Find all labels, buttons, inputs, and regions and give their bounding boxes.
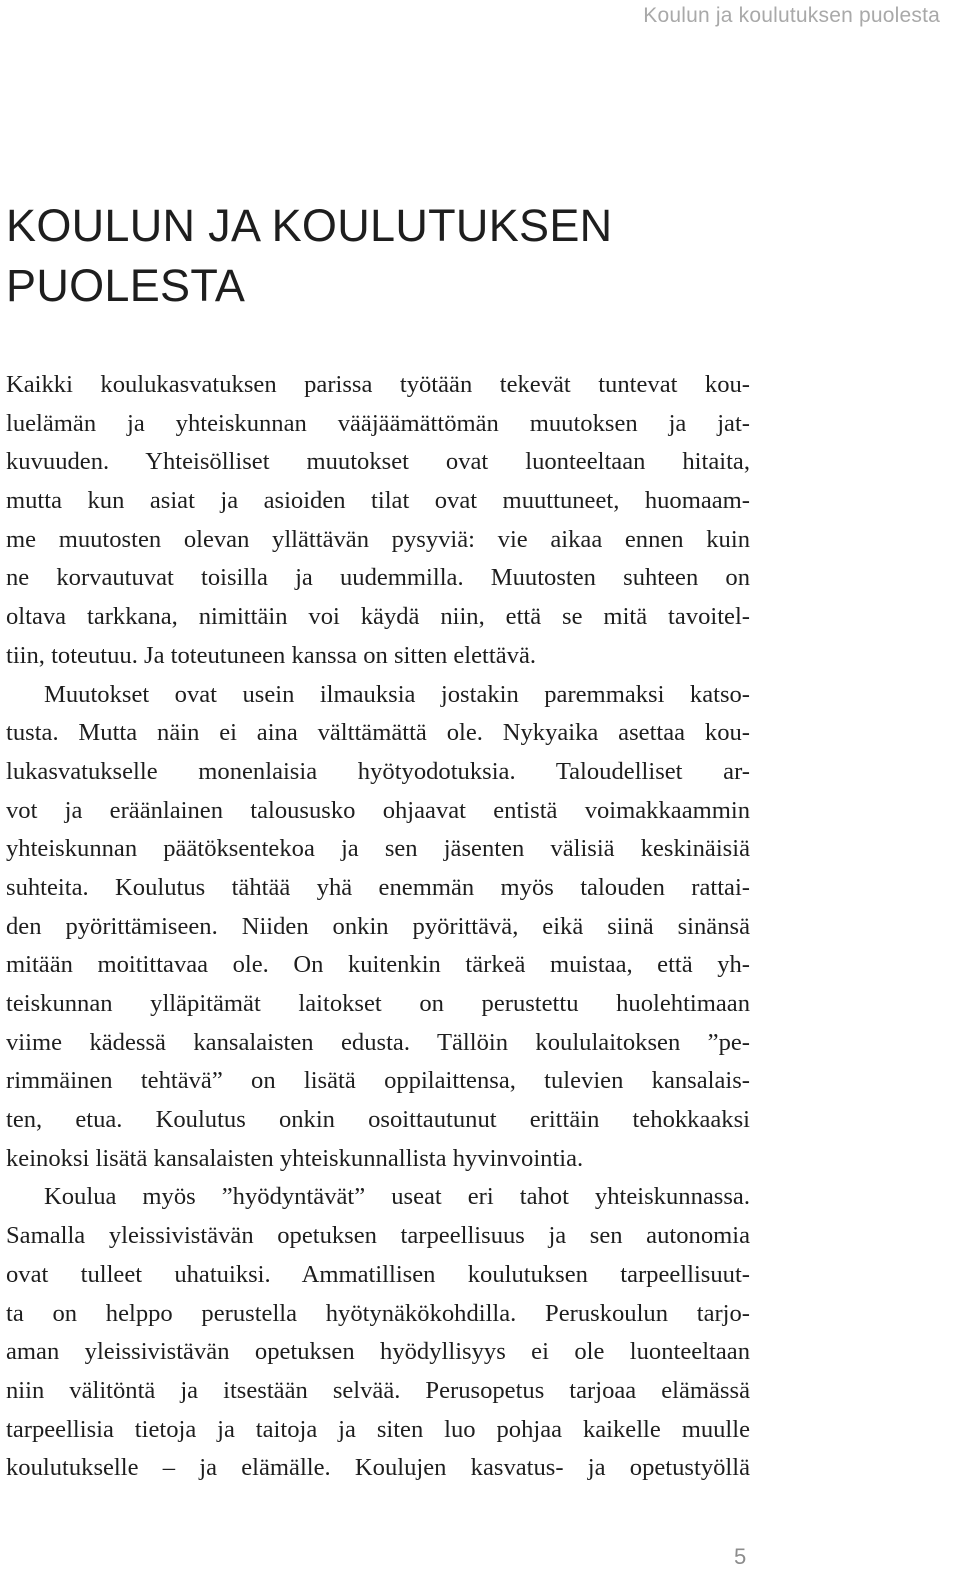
body-line: luelämän ja yhteiskunnan vääjäämättömän muutoksen ja jat- xyxy=(6,409,750,437)
body-line: yhteiskunnan päätöksentekoa ja sen jäsenten välisiä keskinäisiä xyxy=(6,835,750,863)
body-line: tarpeellisia tietoja ja taitoja ja siten luo pohjaa kaikelle muulle xyxy=(6,1415,750,1443)
body-line: Kaikki koulukasvatuksen parissa työtään tekevät tuntevat kou- xyxy=(6,371,750,398)
chapter-title-line-2: PUOLESTA xyxy=(6,260,246,311)
body-text xyxy=(6,366,750,1488)
body-line: Muutokset ovat usein ilmauksia jostakin paremmaksi katso- xyxy=(44,680,750,708)
body-line: teiskunnan ylläpitämät laitokset on perustettu huolehtimaan xyxy=(6,990,750,1017)
body-line: Samalla yleissivistävän opetuksen tarpeellisuus ja sen autonomia xyxy=(6,1222,750,1250)
body-line: keinoksi lisätä kansalaisten yhteiskunnallista hyvinvointia. xyxy=(6,1144,584,1172)
page-number: 5 xyxy=(734,1544,747,1569)
body-line: mitään moitittavaa ole. On kuitenkin tärkeä muistaa, että yh- xyxy=(6,951,750,979)
body-line: ten, etua. Koulutus onkin osoittautunut erittäin tehokkaaksi xyxy=(6,1106,750,1134)
body-line: niin välitöntä ja itsestään selvää. Perusopetus tarjoaa elämässä xyxy=(6,1376,750,1404)
body-line: rimmäinen tehtävä” on lisätä oppilaittensa, tulevien kansalais- xyxy=(6,1067,750,1095)
body-line: koulutukselle – ja elämälle. Koulujen kasvatus- ja opetustyöllä xyxy=(6,1454,750,1482)
body-line: viime kädessä kansalaisten edusta. Tällöin koululaitoksen ”pe- xyxy=(6,1028,750,1056)
body-line: tiin, toteutuu. Ja toteutuneen kanssa on sitten elettävä. xyxy=(6,641,537,669)
body-line: ta on helppo perustella hyötynäkökohdilla. Peruskoulun tarjo- xyxy=(6,1299,750,1327)
body-line: vot ja eräänlainen taloususko ohjaavat entistä voimakkaammin xyxy=(6,796,750,824)
body-line: aman yleissivistävän opetuksen hyödyllisyys ei ole luonteeltaan xyxy=(6,1338,750,1366)
body-line: Koulua myös ”hyödyntävät” useat eri tahot yhteiskunnassa. xyxy=(44,1183,750,1211)
body-line: mutta kun asiat ja asioiden tilat ovat muuttuneet, huomaam- xyxy=(6,487,750,515)
body-line: me muutosten olevan yllättävän pysyviä: vie aikaa ennen kuin xyxy=(6,525,750,553)
chapter-title-line-1: KOULUN JA KOULUTUKSEN xyxy=(6,200,613,251)
body-line: suhteita. Koulutus tähtää yhä enemmän myös talouden rattai- xyxy=(6,873,750,901)
body-line: den pyörittämiseen. Niiden onkin pyörittävä, eikä siinä sinänsä xyxy=(6,912,750,940)
body-line: ne korvautuvat toisilla ja uudemmilla. Muutosten suhteen on xyxy=(6,564,750,592)
body-line: kuvuuden. Yhteisölliset muutokset ovat luonteeltaan hitaita, xyxy=(6,448,750,476)
body-line: tusta. Mutta näin ei aina välttämättä ole. Nykyaika asettaa kou- xyxy=(6,719,750,747)
running-head: Koulun ja koulutuksen puolesta xyxy=(643,4,940,27)
body-line: oltava tarkkana, nimittäin voi käydä niin, että se mitä tavoitel- xyxy=(6,603,750,631)
body-line: ovat tulleet uhatuiksi. Ammatillisen koulutuksen tarpeellisuut- xyxy=(6,1260,750,1288)
body-line: lukasvatukselle monenlaisia hyötyodotuksia. Taloudelliset ar- xyxy=(6,757,750,785)
chapter-title xyxy=(6,196,612,316)
